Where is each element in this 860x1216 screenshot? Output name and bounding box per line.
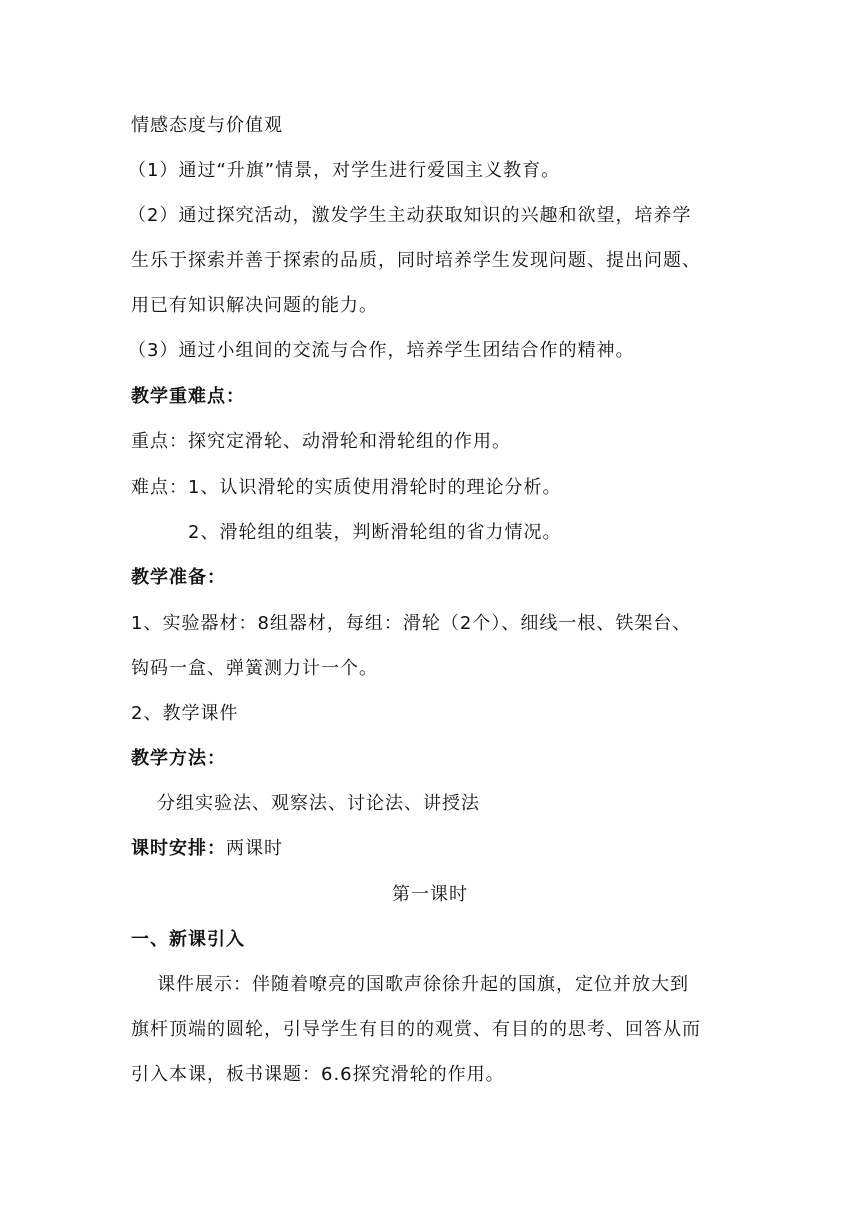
paragraph-line: 2、教学课件 bbox=[131, 703, 239, 724]
section-heading-preparation: 教学准备： bbox=[131, 567, 226, 588]
paragraph-line: （2）通过探究活动，激发学生主动获取知识的兴趣和欲望，培养学 bbox=[128, 205, 692, 226]
paragraph-line: 分组实验法、观察法、讨论法、讲授法 bbox=[157, 793, 480, 814]
section-heading-attitude: 情感态度与价值观 bbox=[131, 115, 283, 136]
paragraph-line: 课件展示：伴随着嘹亮的国歌声徐徐升起的国旗，定位并放大到 bbox=[157, 974, 689, 995]
paragraph-line: 旗杆顶端的圆轮，引导学生有目的的观赏、有目的的思考、回答从而 bbox=[131, 1019, 701, 1040]
paragraph-line: （3）通过小组间的交流与合作，培养学生团结合作的精神。 bbox=[128, 340, 635, 361]
schedule-line bbox=[131, 837, 283, 861]
paragraph-line: 引入本课，板书课题：6.6探究滑轮的作用。 bbox=[131, 1064, 505, 1085]
paragraph-line: 钩码一盒、弹簧测力计一个。 bbox=[131, 658, 378, 679]
section-heading-key-points: 教学重难点： bbox=[131, 386, 245, 407]
paragraph-line: 1、实验器材：8组器材，每组：滑轮（2个）、细线一根、铁架台、 bbox=[131, 613, 692, 634]
section-heading-introduction: 一、新课引入 bbox=[131, 929, 245, 950]
schedule-value: 两课时 bbox=[226, 838, 283, 859]
paragraph-line: 难点：1、认识滑轮的实质使用滑轮时的理论分析。 bbox=[131, 477, 562, 498]
paragraph-line: 用已有知识解决问题的能力。 bbox=[131, 295, 378, 316]
lesson-title: 第一课时 bbox=[392, 884, 468, 905]
section-heading-methods: 教学方法： bbox=[131, 748, 226, 769]
schedule-label: 课时安排： bbox=[131, 838, 226, 859]
paragraph-line: 重点：探究定滑轮、动滑轮和滑轮组的作用。 bbox=[131, 431, 511, 452]
paragraph-line: 生乐于探索并善于探索的品质，同时培养学生发现问题、提出问题、 bbox=[131, 250, 701, 271]
paragraph-line: （1）通过“升旗”情景，对学生进行爱国主义教育。 bbox=[128, 160, 561, 181]
paragraph-line: 2、滑轮组的组装，判断滑轮组的省力情况。 bbox=[188, 522, 562, 543]
